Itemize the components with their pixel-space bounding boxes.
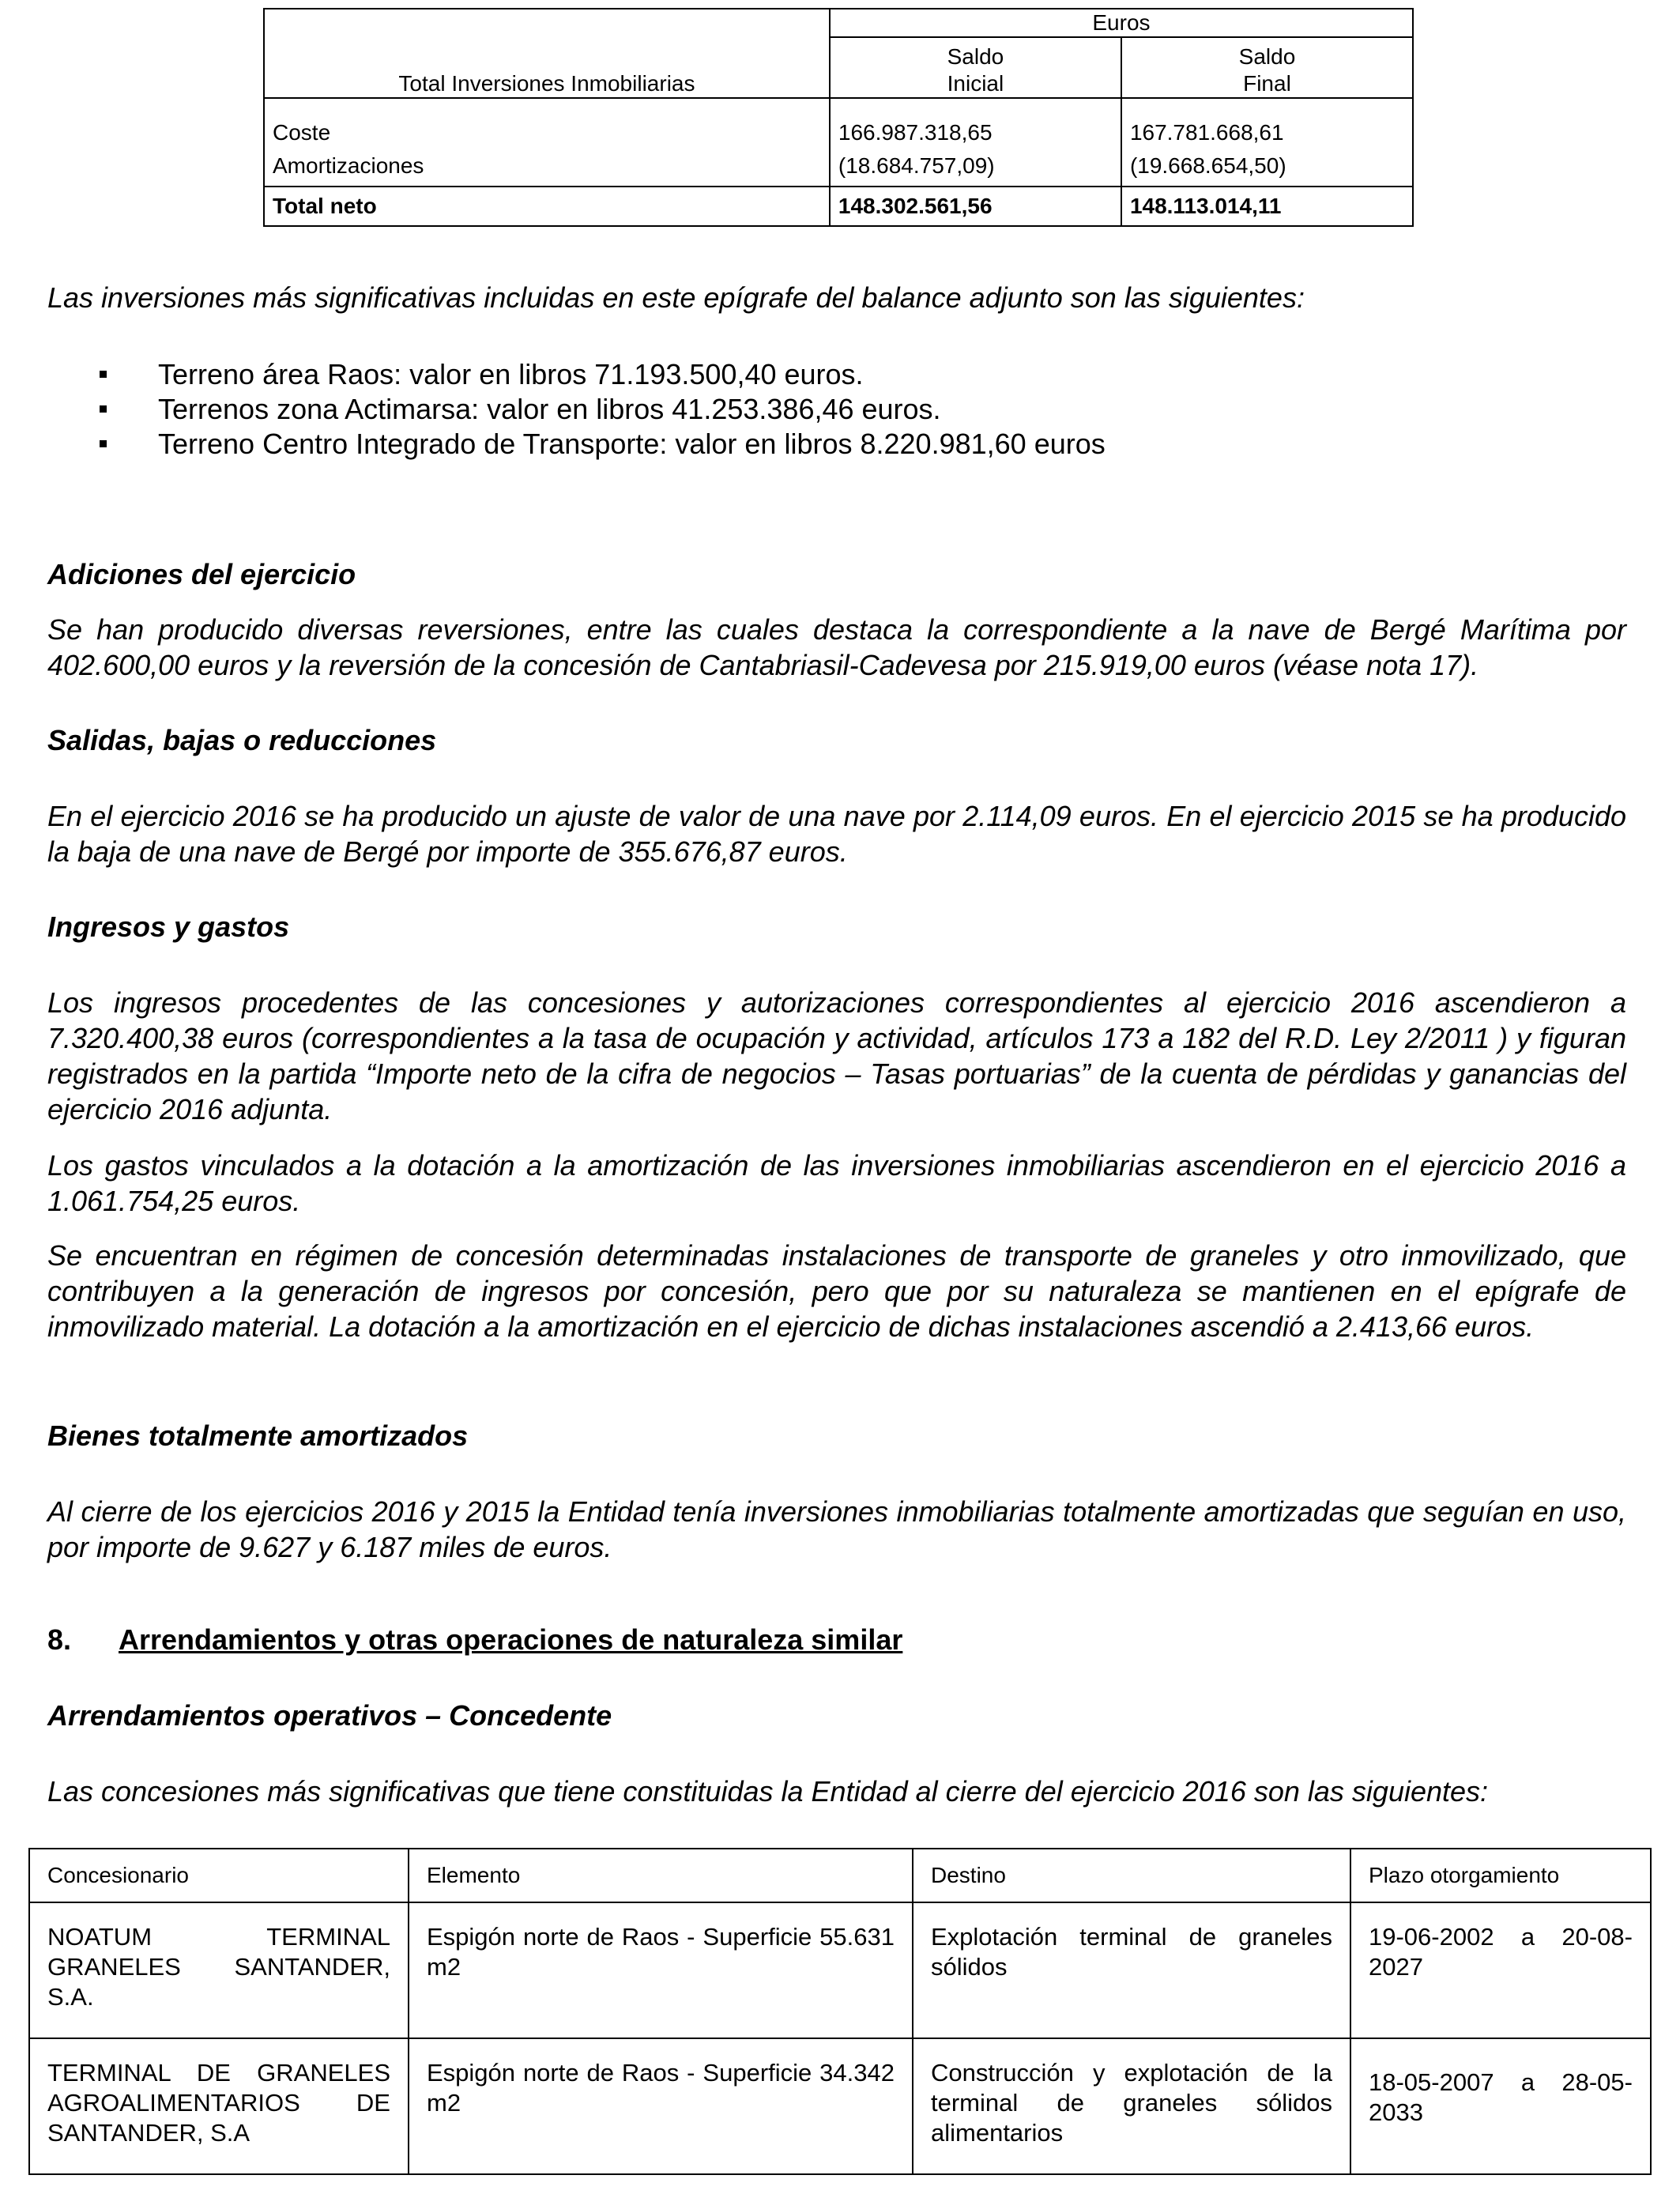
paragraph-ingresos-1: Los ingresos procedentes de las concesiones y autorizaciones correspondientes al ejercicio 2016 ascendieron a 7.320.400,38 euros (correspondientes a la tasa de ocupación y actividad, artículos 173 a 182 del R.D. Ley 2/2011 ) y figuran registrados en la partida “Importe neto de la cifra de negocios – Tasas portuarias” de la cuenta de pérdidas y ganancias del ejercicio 2016 adjunta.	[47, 986, 1626, 1125]
table-cell: Explotación terminal de graneles sólidos	[913, 1902, 1350, 2038]
bullet-icon	[100, 405, 107, 413]
heading-bienes: Bienes totalmente amortizados	[47, 1419, 469, 1452]
table-header-row	[29, 1849, 1651, 1902]
table-cell: (18.684.757,09)	[830, 146, 1121, 187]
row-header-label: Total Inversiones Inmobiliarias	[264, 37, 830, 98]
bullet-icon	[100, 371, 107, 378]
euros-header: Euros	[830, 9, 1413, 37]
section-number: 8.	[47, 1623, 72, 1656]
paragraph-concesiones-intro: Las concesiones más significativas que tiene constituidas la Entidad al cierre del ejercicio 2016 son las siguientes:	[47, 1775, 1489, 1808]
table-cell: 166.987.318,65	[830, 98, 1121, 146]
paragraph-ingresos-2: Los gastos vinculados a la dotación a la amortización de las inversiones inmobiliarias ascendieron en el ejercicio 2016 a 1.061.754,25 euros.	[47, 1149, 1626, 1217]
total-row-label: Total neto	[264, 187, 830, 226]
table-cell: 18-05-2007 a 28-05-2033	[1350, 2038, 1651, 2174]
heading-ingresos: Ingresos y gastos	[47, 910, 290, 943]
table-cell: Espigón norte de Raos - Superficie 34.342 m2	[409, 2038, 913, 2174]
table-row	[29, 1902, 1651, 2038]
paragraph-adiciones: Se han producido diversas reversiones, entre las cuales destaca la correspondiente a la nave de Bergé Marítima por 402.600,00 euros y la reversión de la concesión de Cantabriasil-Cadevesa por 215.919,00 euros (véase nota 17).	[47, 613, 1626, 681]
heading-salidas: Salidas, bajas o reducciones	[47, 724, 437, 756]
table-cell: 19-06-2002 a 20-08-2027	[1350, 1902, 1651, 2038]
bullet-icon	[100, 440, 107, 447]
header-concesionario: Concesionario	[29, 1849, 409, 1902]
table-row-label: Coste	[264, 98, 830, 146]
paragraph-bienes: Al cierre de los ejercicios 2016 y 2015 la Entidad tenía inversiones inmobiliarias totalmente amortizadas que seguían en uso, por importe de 9.627 y 6.187 miles de euros.	[47, 1495, 1626, 1563]
table-row	[29, 2038, 1651, 2174]
list-item: Terreno área Raos: valor en libros 71.193.500,40 euros.	[47, 357, 1106, 392]
bullet-list	[47, 357, 1106, 462]
total-cell: 148.113.014,11	[1121, 187, 1413, 226]
paragraph-ingresos-3: Se encuentran en régimen de concesión determinadas instalaciones de transporte de graneles y otro inmovilizado, que contribuyen a la generación de ingresos por concesión, pero que por su naturaleza se mantienen en el epígrafe de inmovilizado material. La dotación a la amortización en el ejercicio de dichas instalaciones ascendió a 2.413,66 euros.	[47, 1239, 1626, 1343]
table-cell: (19.668.654,50)	[1121, 146, 1413, 187]
table-cell: Espigón norte de Raos - Superficie 55.631 m2	[409, 1902, 913, 2038]
table-cell: 167.781.668,61	[1121, 98, 1413, 146]
header-destino: Destino	[913, 1849, 1350, 1902]
table-cell: TERMINAL DE GRANELES AGROALIMENTARIOS DE SANTANDER, S.A	[29, 2038, 409, 2174]
subheading-arrendamientos: Arrendamientos operativos – Concedente	[47, 1699, 612, 1732]
list-item: Terreno Centro Integrado de Transporte: valor en libros 8.220.981,60 euros	[47, 427, 1106, 462]
col-header-initial: Saldo Inicial	[830, 37, 1121, 98]
col-header-final: Saldo Final	[1121, 37, 1413, 98]
table-row-label: Amortizaciones	[264, 146, 830, 187]
section-8-heading	[47, 1623, 902, 1657]
heading-adiciones: Adiciones del ejercicio	[47, 558, 356, 590]
concessions-table	[28, 1848, 1652, 2175]
intro-paragraph: Las inversiones más significativas incluidas en este epígrafe del balance adjunto son las siguientes:	[47, 281, 1305, 314]
table-cell: Construcción y explotación de la terminal de graneles sólidos alimentarios	[913, 2038, 1350, 2174]
header-elemento: Elemento	[409, 1849, 913, 1902]
section-title: Arrendamientos y otras operaciones de naturaleza similar	[119, 1623, 903, 1656]
table-cell: NOATUM TERMINAL GRANELES SANTANDER, S.A.	[29, 1902, 409, 2038]
list-item: Terrenos zona Actimarsa: valor en libros 41.253.386,46 euros.	[47, 392, 1106, 427]
investments-summary-table	[263, 8, 1414, 227]
header-plazo: Plazo otorgamiento	[1350, 1849, 1651, 1902]
total-cell: 148.302.561,56	[830, 187, 1121, 226]
paragraph-salidas: En el ejercicio 2016 se ha producido un ajuste de valor de una nave por 2.114,09 euros. En el ejercicio 2015 se ha producido la baja de una nave de Bergé por importe de 355.676,87 euros.	[47, 800, 1626, 868]
